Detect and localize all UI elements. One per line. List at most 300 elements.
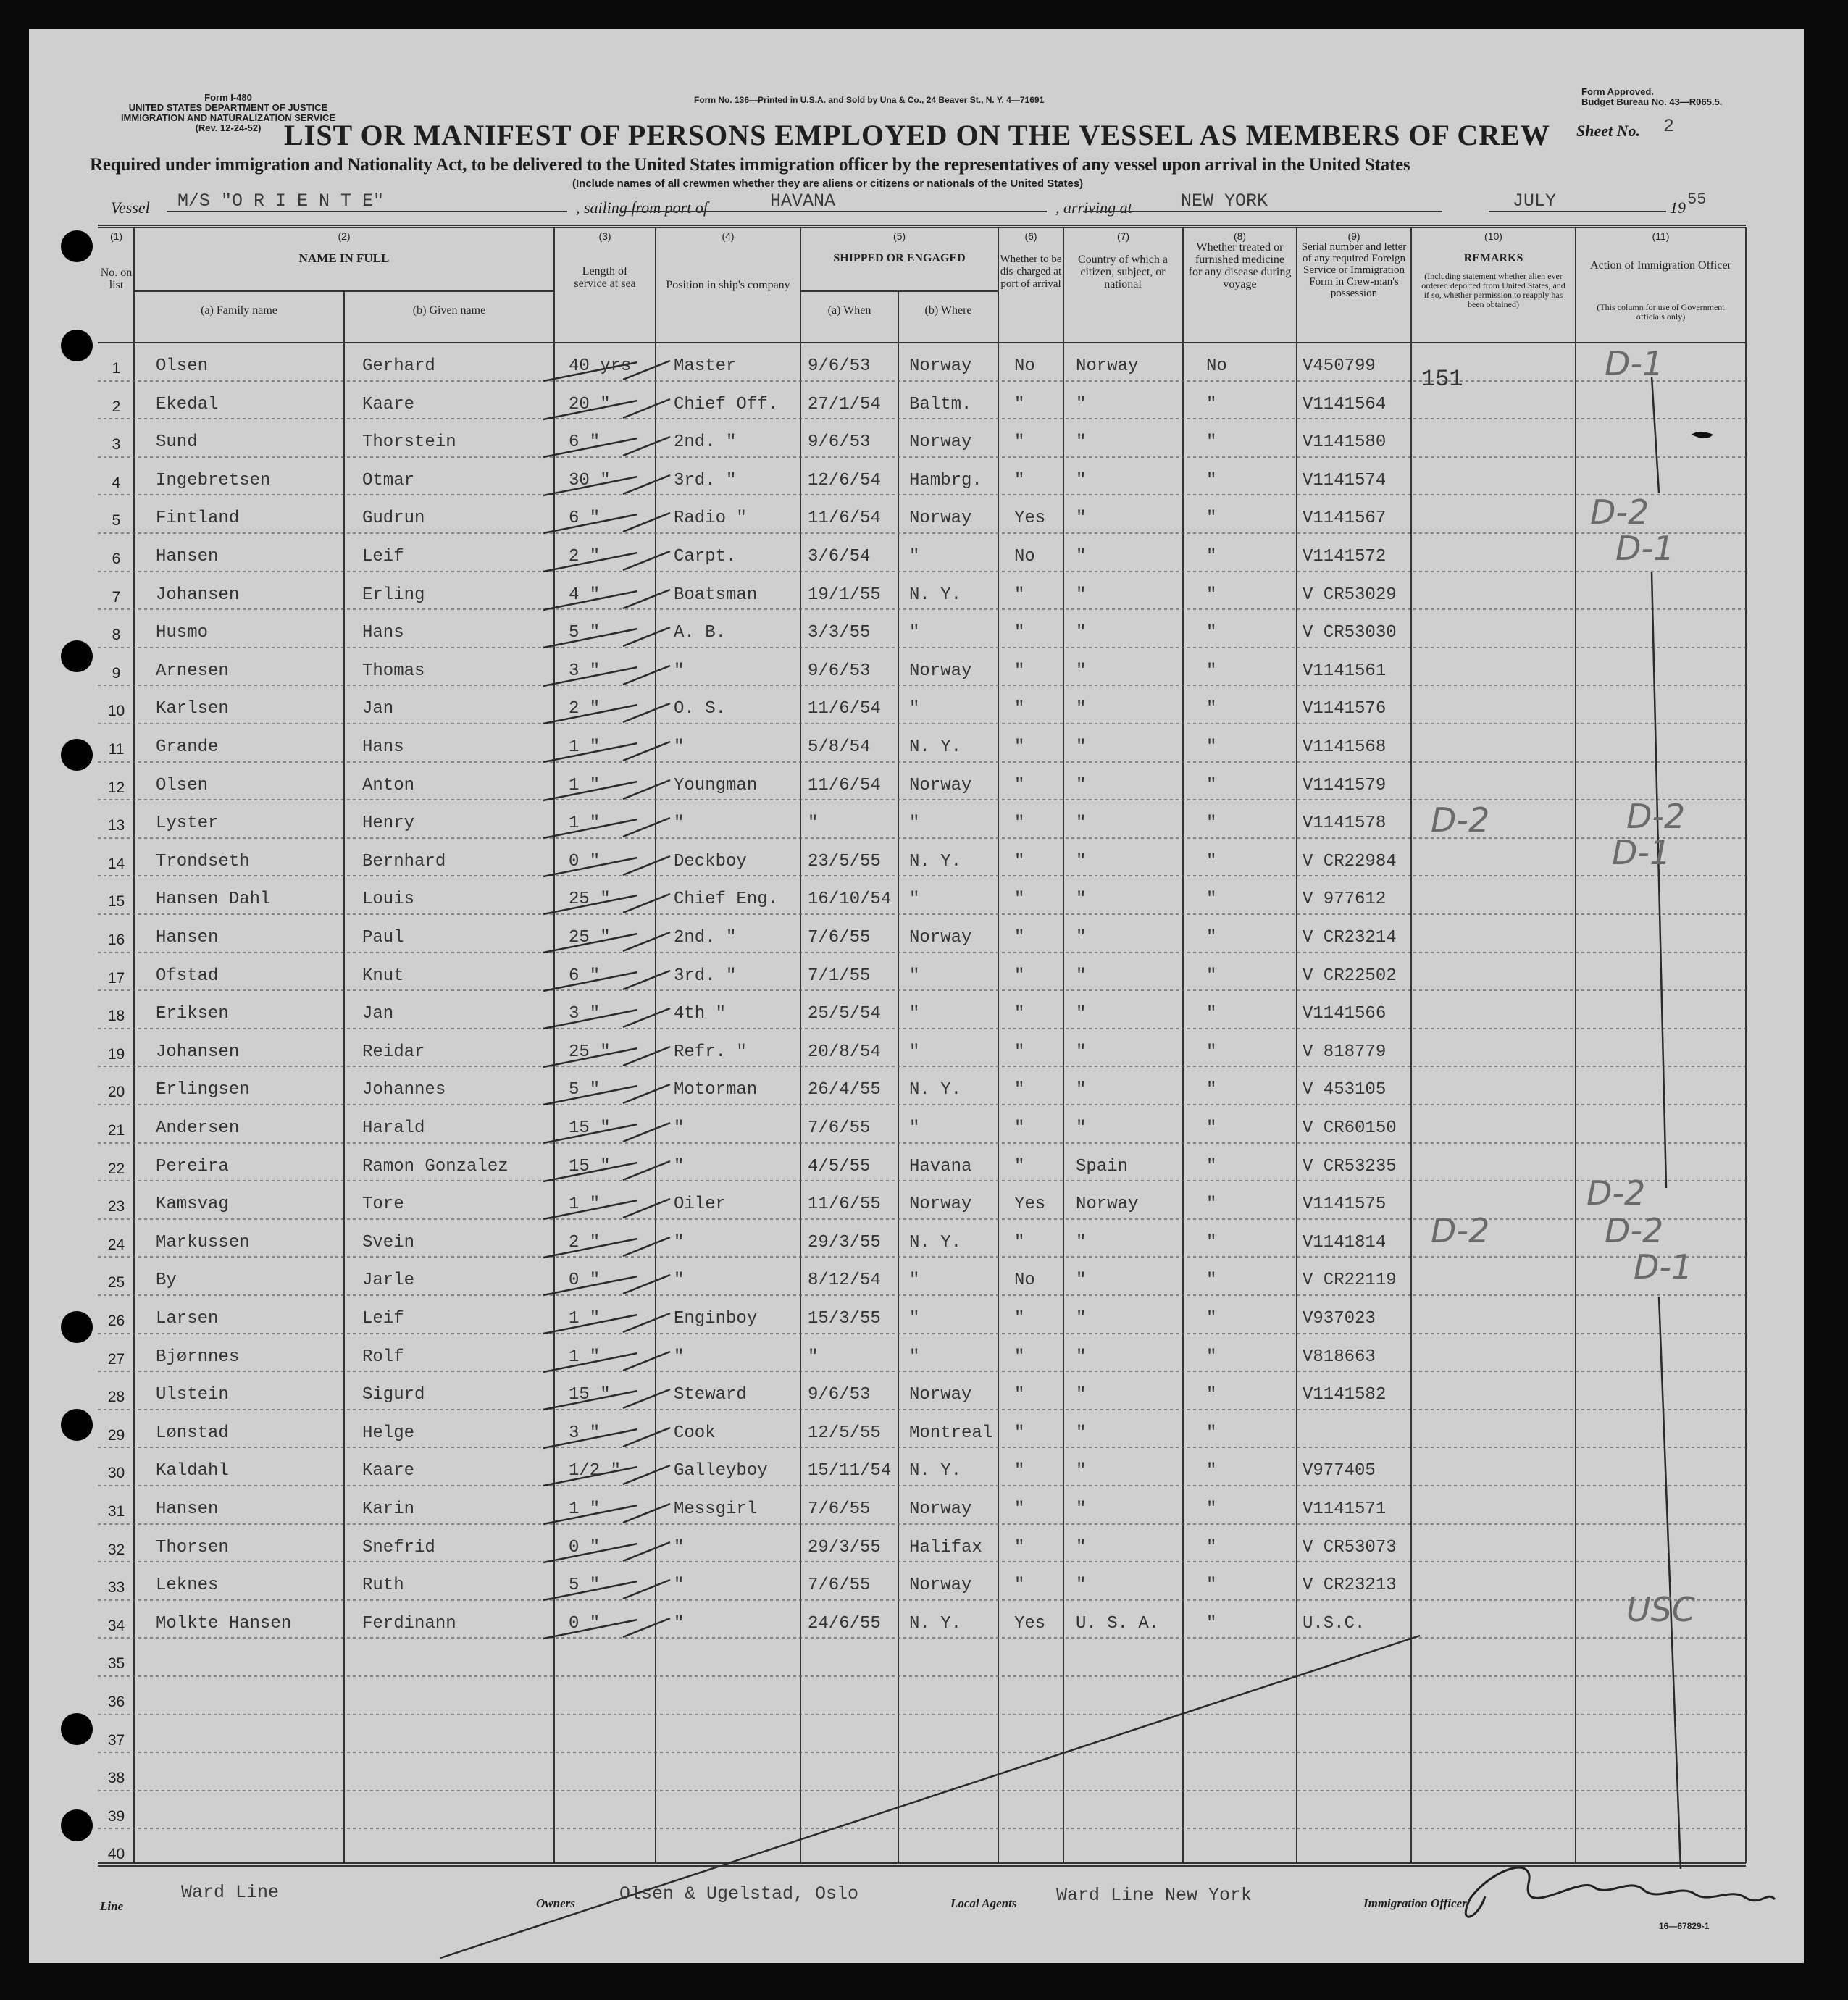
family-name: Leknes: [156, 1576, 219, 1595]
position: Chief Off.: [674, 395, 779, 414]
owners-value: Olsen & Ugelstad, Oslo: [619, 1883, 859, 1904]
form-approved: Form Approved.: [1581, 86, 1654, 97]
discharged: No: [1014, 356, 1035, 376]
shipped-where: Norway: [909, 432, 972, 452]
shipped-where: ": [909, 547, 920, 566]
shipped-when: 5/8/54: [808, 737, 871, 757]
row-number: 29: [107, 1427, 125, 1444]
arriving-label: , arriving at: [1055, 198, 1132, 217]
family-name: Olsen: [156, 776, 209, 795]
shipped-when: 3/3/55: [808, 623, 871, 643]
row-number: 28: [107, 1389, 125, 1405]
vessel-name: M/S "O R I E N T E": [177, 191, 385, 212]
serial-number: V 977612: [1303, 890, 1387, 909]
col2a-header: (a) Family name: [201, 304, 277, 317]
row-number: 6: [112, 551, 121, 567]
given-name: Snefrid: [362, 1538, 435, 1557]
col5b-header: (b) Where: [924, 304, 972, 317]
position: Refr. ": [674, 1042, 747, 1062]
shipped-when: 24/6/55: [808, 1614, 881, 1633]
country: ": [1076, 966, 1087, 986]
position: Radio ": [674, 509, 747, 528]
row-number: 3: [112, 436, 121, 453]
service-length: 6 ": [569, 966, 601, 986]
discharged: ": [1014, 623, 1025, 643]
col11-number: (11): [1652, 230, 1670, 242]
owners-label: Owners: [536, 1896, 575, 1910]
given-name: Anton: [362, 776, 415, 795]
country: ": [1076, 432, 1087, 452]
serial-number: V450799: [1303, 356, 1376, 376]
given-name: Svein: [362, 1233, 415, 1252]
position: 4th ": [674, 1004, 727, 1024]
service-length: 2 ": [569, 1233, 601, 1252]
shipped-where: Norway: [909, 661, 972, 681]
service-length: 15 ": [569, 1118, 611, 1138]
row-number: 13: [107, 817, 125, 834]
shipped-when: 9/6/53: [808, 356, 871, 376]
treated: ": [1206, 737, 1217, 757]
country: ": [1076, 1042, 1087, 1062]
country: ": [1076, 1499, 1087, 1519]
country: ": [1076, 1538, 1087, 1557]
position: ": [674, 1233, 685, 1252]
shipped-where: Hambrg.: [909, 471, 982, 490]
family-name: Kamsvag: [156, 1194, 229, 1214]
col2-header: NAME IN FULL: [298, 251, 390, 265]
family-name: Karlsen: [156, 699, 229, 719]
service-length: 40 yrs: [569, 356, 632, 376]
shipped-when: 7/6/55: [808, 1118, 871, 1138]
officer-label: Immigration Officer: [1363, 1896, 1467, 1910]
given-name: Gerhard: [362, 356, 435, 376]
treated: ": [1206, 699, 1217, 719]
form-id: Form I-480: [204, 92, 252, 103]
col3-header: Length of service at sea: [574, 265, 636, 290]
family-name: Olsen: [156, 356, 209, 376]
shipped-when: 23/5/55: [808, 852, 881, 871]
position: ": [674, 1347, 685, 1367]
given-name: Ferdinann: [362, 1614, 456, 1633]
country: ": [1076, 661, 1087, 681]
row-number: 15: [107, 893, 125, 910]
shipped-when: 7/6/55: [808, 928, 871, 947]
service-length: 1 ": [569, 776, 601, 795]
serial-number: V937023: [1303, 1309, 1376, 1329]
family-name: Fintland: [156, 509, 240, 528]
serial-number: V1141582: [1303, 1385, 1387, 1405]
country: Spain: [1076, 1157, 1129, 1176]
position: A. B.: [674, 623, 727, 643]
col11-note: (This column for use of Government officials only): [1597, 302, 1725, 322]
serial-number: V CR53235: [1303, 1157, 1397, 1176]
discharged: Yes: [1014, 509, 1046, 528]
shipped-when: 9/6/53: [808, 1385, 871, 1405]
given-name: Rolf: [362, 1347, 404, 1367]
page-title: LIST OR MANIFEST OF PERSONS EMPLOYED ON THE VESSEL AS MEMBERS OF CREW: [284, 119, 1550, 151]
serial-number: V1141580: [1303, 432, 1387, 452]
service-length: 6 ": [569, 432, 601, 452]
treated: ": [1206, 623, 1217, 643]
shipped-when: ": [808, 1347, 819, 1367]
officer-note-row-23: D-2: [1586, 1173, 1646, 1213]
position: 2nd. ": [674, 432, 737, 452]
serial-number: V CR22119: [1303, 1271, 1397, 1290]
treated: ": [1206, 1385, 1217, 1405]
serial-number: V CR23213: [1303, 1576, 1397, 1595]
discharged: ": [1014, 1423, 1025, 1443]
serial-number: V 818779: [1303, 1042, 1387, 1062]
service-length: 6 ": [569, 509, 601, 528]
given-name: Jarle: [362, 1271, 415, 1290]
treated: ": [1206, 1157, 1217, 1176]
serial-number: V1141572: [1303, 547, 1387, 566]
service-length: 0 ": [569, 1271, 601, 1290]
serial-number: V1141814: [1303, 1233, 1387, 1252]
discharged: ": [1014, 1347, 1025, 1367]
given-name: Jan: [362, 1004, 394, 1024]
family-name: Thorsen: [156, 1538, 229, 1557]
family-name: Larsen: [156, 1309, 219, 1329]
line-label: Line: [100, 1899, 124, 1913]
country: ": [1076, 737, 1087, 757]
col1-number: (1): [109, 230, 123, 242]
service-length: 25 ": [569, 1042, 611, 1062]
family-name: Ekedal: [156, 395, 219, 414]
discharged: ": [1014, 1118, 1025, 1138]
family-name: Andersen: [156, 1118, 240, 1138]
given-name: Louis: [362, 890, 415, 909]
row-number: 39: [107, 1808, 125, 1825]
position: Galleyboy: [674, 1461, 768, 1481]
country: ": [1076, 395, 1087, 414]
treated: ": [1206, 471, 1217, 490]
country: ": [1076, 890, 1087, 909]
service-length: 5 ": [569, 623, 601, 643]
shipped-where: Norway: [909, 1385, 972, 1405]
shipped-where: ": [909, 623, 920, 643]
shipped-where: Montreal: [909, 1423, 993, 1443]
shipped-when: 29/3/55: [808, 1538, 881, 1557]
family-name: Sund: [156, 432, 198, 452]
given-name: Thomas: [362, 661, 425, 681]
shipped-where: Havana: [909, 1157, 972, 1176]
serial-number: V1141574: [1303, 471, 1387, 490]
row-number: 18: [107, 1008, 125, 1024]
shipped-where: ": [909, 813, 920, 833]
position: ": [674, 1538, 685, 1557]
col5-header: SHIPPED OR ENGAGED: [833, 252, 966, 264]
treated: ": [1206, 1423, 1217, 1443]
officer-note-row-24: D-2: [1605, 1211, 1664, 1250]
family-name: Husmo: [156, 623, 209, 643]
shipped-when: 11/6/54: [808, 776, 881, 795]
service-length: 3 ": [569, 661, 601, 681]
discharged: ": [1014, 1576, 1025, 1595]
service-length: 0 ": [569, 1614, 601, 1633]
position: 3rd. ": [674, 471, 737, 490]
position: Steward: [674, 1385, 747, 1405]
agents-label: Local Agents: [950, 1896, 1017, 1910]
row-number: 24: [107, 1237, 125, 1253]
position: ": [674, 1576, 685, 1595]
serial-number: V CR53073: [1303, 1538, 1397, 1557]
shipped-where: Norway: [909, 356, 972, 376]
budget-bureau: Budget Bureau No. 43—R065.5.: [1581, 96, 1723, 107]
vessel-label: Vessel: [111, 198, 150, 217]
serial-number: V1141576: [1303, 699, 1387, 719]
given-name: Hans: [362, 623, 404, 643]
discharged: ": [1014, 890, 1025, 909]
col9-header: Serial number and letter of any required Foreign Service or Immigration Form in Crew-man's possession: [1301, 241, 1407, 299]
year-suffix: 55: [1687, 191, 1707, 209]
treated: ": [1206, 1080, 1217, 1100]
discharged: ": [1014, 737, 1025, 757]
position: Master: [674, 356, 737, 376]
treated: ": [1206, 585, 1217, 605]
country: ": [1076, 547, 1087, 566]
officer-note-row-14: D-1: [1612, 833, 1671, 872]
shipped-when: 7/6/55: [808, 1499, 871, 1519]
service-length: 2 ": [569, 547, 601, 566]
discharged: ": [1014, 661, 1025, 681]
family-name: Erlingsen: [156, 1080, 250, 1100]
given-name: Paul: [362, 928, 404, 947]
officer-note-row-25: D-1: [1634, 1247, 1693, 1286]
treated: ": [1206, 1194, 1217, 1214]
given-name: Gudrun: [362, 509, 425, 528]
given-name: Leif: [362, 1309, 404, 1329]
given-name: Erling: [362, 585, 425, 605]
country: ": [1076, 1271, 1087, 1290]
serial-number: V1141566: [1303, 1004, 1387, 1024]
country: ": [1076, 623, 1087, 643]
given-name: Helge: [362, 1423, 415, 1443]
serial-number: V1141564: [1303, 395, 1387, 414]
family-name: Hansen Dahl: [156, 890, 271, 909]
serial-number: V1141578: [1303, 813, 1387, 833]
position: ": [674, 737, 685, 757]
shipped-where: ": [909, 1309, 920, 1329]
service-length: 5 ": [569, 1080, 601, 1100]
row-number: 14: [107, 855, 125, 872]
treated: ": [1206, 1614, 1217, 1633]
discharged: ": [1014, 966, 1025, 986]
service-length: 1 ": [569, 1499, 601, 1519]
service-length: 1 ": [569, 813, 601, 833]
country: ": [1076, 1385, 1087, 1405]
shipped-when: 15/11/54: [808, 1461, 892, 1481]
family-name: Hansen: [156, 1499, 219, 1519]
col10-header: REMARKS: [1463, 252, 1523, 264]
shipped-where: ": [909, 1004, 920, 1024]
shipped-where: Norway: [909, 509, 972, 528]
family-name: Kaldahl: [156, 1461, 229, 1481]
family-name: Molkte Hansen: [156, 1614, 292, 1633]
row-number: 37: [107, 1732, 125, 1749]
given-name: Hans: [362, 737, 404, 757]
include-note: (Include names of all crewmen whether they are aliens or citizens or nationals of the United States): [572, 177, 1084, 190]
arrival-month: JULY: [1513, 191, 1557, 212]
shipped-when: 25/5/54: [808, 1004, 881, 1024]
position: Youngman: [674, 776, 758, 795]
position: ": [674, 1118, 685, 1138]
serial-number: V1141561: [1303, 661, 1387, 681]
serial-number: V1141567: [1303, 509, 1387, 528]
discharged: ": [1014, 928, 1025, 947]
shipped-where: N. Y.: [909, 585, 962, 605]
service-length: 25 ": [569, 890, 611, 909]
shipped-when: ": [808, 813, 819, 833]
row-number: 31: [107, 1503, 125, 1520]
discharged: ": [1014, 1538, 1025, 1557]
discharged: ": [1014, 1157, 1025, 1176]
row-number: 32: [107, 1541, 125, 1558]
position: 2nd. ": [674, 928, 737, 947]
col5a-header: (a) When: [827, 304, 871, 317]
shipped-when: 20/8/54: [808, 1042, 881, 1062]
service-length: 5 ": [569, 1576, 601, 1595]
sheet-label: Sheet No.: [1576, 122, 1640, 140]
country: ": [1076, 813, 1087, 833]
family-name: Bjørnnes: [156, 1347, 240, 1367]
row-number: 7: [112, 589, 121, 606]
country: Norway: [1076, 356, 1139, 376]
family-name: By: [156, 1271, 177, 1290]
family-name: Hansen: [156, 547, 219, 566]
discharged: Yes: [1014, 1614, 1046, 1633]
country: ": [1076, 1423, 1087, 1443]
treated: ": [1206, 547, 1217, 566]
row-number: 34: [107, 1618, 125, 1634]
treated: ": [1206, 852, 1217, 871]
position: ": [674, 1614, 685, 1633]
shipped-when: 26/4/55: [808, 1080, 881, 1100]
shipped-where: ": [909, 966, 920, 986]
treated: ": [1206, 509, 1217, 528]
discharged: No: [1014, 1271, 1035, 1290]
department: UNITED STATES DEPARTMENT OF JUSTICE: [128, 102, 328, 113]
discharged: No: [1014, 547, 1035, 566]
officer-note-row-6: D-1: [1615, 529, 1675, 568]
row-number: 23: [107, 1198, 125, 1215]
service-length: 30 ": [569, 471, 611, 490]
serial-number: V1141571: [1303, 1499, 1387, 1519]
discharged: ": [1014, 1385, 1025, 1405]
year-prefix: 19: [1670, 198, 1686, 217]
country: Norway: [1076, 1194, 1139, 1214]
col9-number: (9): [1347, 230, 1360, 242]
shipped-where: Baltm.: [909, 395, 972, 414]
officer-note-row-13: D-2: [1626, 797, 1686, 836]
col2-number: (2): [338, 230, 351, 242]
country: ": [1076, 1233, 1087, 1252]
treated: ": [1206, 928, 1217, 947]
shipped-where: N. Y.: [909, 1461, 962, 1481]
country: ": [1076, 776, 1087, 795]
shipped-when: 11/6/54: [808, 699, 881, 719]
service-length: 1 ": [569, 737, 601, 757]
col8-number: (8): [1233, 230, 1247, 242]
row-number: 26: [107, 1313, 125, 1329]
shipped-when: 9/6/53: [808, 432, 871, 452]
family-name: Ofstad: [156, 966, 219, 986]
country: ": [1076, 509, 1087, 528]
discharged: ": [1014, 471, 1025, 490]
family-name: Pereira: [156, 1157, 229, 1176]
row-number: 12: [107, 779, 125, 796]
remarks-note-row-13: D-2: [1431, 800, 1490, 840]
shipped-where: Norway: [909, 928, 972, 947]
position: ": [674, 813, 685, 833]
family-name: Grande: [156, 737, 219, 757]
row-number: 33: [107, 1579, 125, 1596]
shipped-where: Halifax: [909, 1538, 982, 1557]
shipped-when: 15/3/55: [808, 1309, 881, 1329]
shipped-where: Norway: [909, 1194, 972, 1214]
shipped-when: 8/12/54: [808, 1271, 881, 1290]
country: ": [1076, 1347, 1087, 1367]
shipped-when: 12/6/54: [808, 471, 881, 490]
row-number: 11: [108, 741, 125, 758]
shipped-where: Norway: [909, 776, 972, 795]
shipped-when: 16/10/54: [808, 890, 892, 909]
shipped-where: ": [909, 1347, 920, 1367]
row-number: 16: [107, 932, 125, 948]
serial-number: U.S.C.: [1303, 1614, 1366, 1633]
treated: ": [1206, 1309, 1217, 1329]
service-length: 15 ": [569, 1157, 611, 1176]
arrival-port: NEW YORK: [1181, 191, 1268, 212]
treated: ": [1206, 1461, 1217, 1481]
row-number: 30: [107, 1465, 125, 1481]
shipped-when: 11/6/54: [808, 509, 881, 528]
shipped-where: ": [909, 1118, 920, 1138]
family-name: Trondseth: [156, 852, 250, 871]
row-number: 40: [107, 1846, 125, 1862]
treated: ": [1206, 432, 1217, 452]
country: ": [1076, 1118, 1087, 1138]
given-name: Johannes: [362, 1080, 446, 1100]
treated: ": [1206, 1042, 1217, 1062]
country: ": [1076, 585, 1087, 605]
country: ": [1076, 471, 1087, 490]
sailing-port: HAVANA: [770, 191, 836, 212]
form-revision: (Rev. 12-24-52): [195, 122, 262, 133]
serial-number: V CR60150: [1303, 1118, 1397, 1138]
row-number: 4: [112, 474, 121, 491]
discharged: ": [1014, 776, 1025, 795]
discharged: ": [1014, 1233, 1025, 1252]
serial-number: V CR23214: [1303, 928, 1397, 947]
col11-header: Action of Immigration Officer: [1590, 259, 1731, 272]
position: Carpt.: [674, 547, 737, 566]
given-name: Knut: [362, 966, 404, 986]
position: Messgirl: [674, 1499, 758, 1519]
treated: ": [1206, 395, 1217, 414]
given-name: Bernhard: [362, 852, 446, 871]
position: Cook: [674, 1423, 716, 1443]
treated: ": [1206, 1499, 1217, 1519]
treated: ": [1206, 1118, 1217, 1138]
ink-mark: [1692, 432, 1713, 438]
service-length: 0 ": [569, 852, 601, 871]
service-length: 1 ": [569, 1347, 601, 1367]
service-length: 1/2 ": [569, 1461, 622, 1481]
position: Deckboy: [674, 852, 747, 871]
serial-number: V1141568: [1303, 737, 1387, 757]
position: 3rd. ": [674, 966, 737, 986]
